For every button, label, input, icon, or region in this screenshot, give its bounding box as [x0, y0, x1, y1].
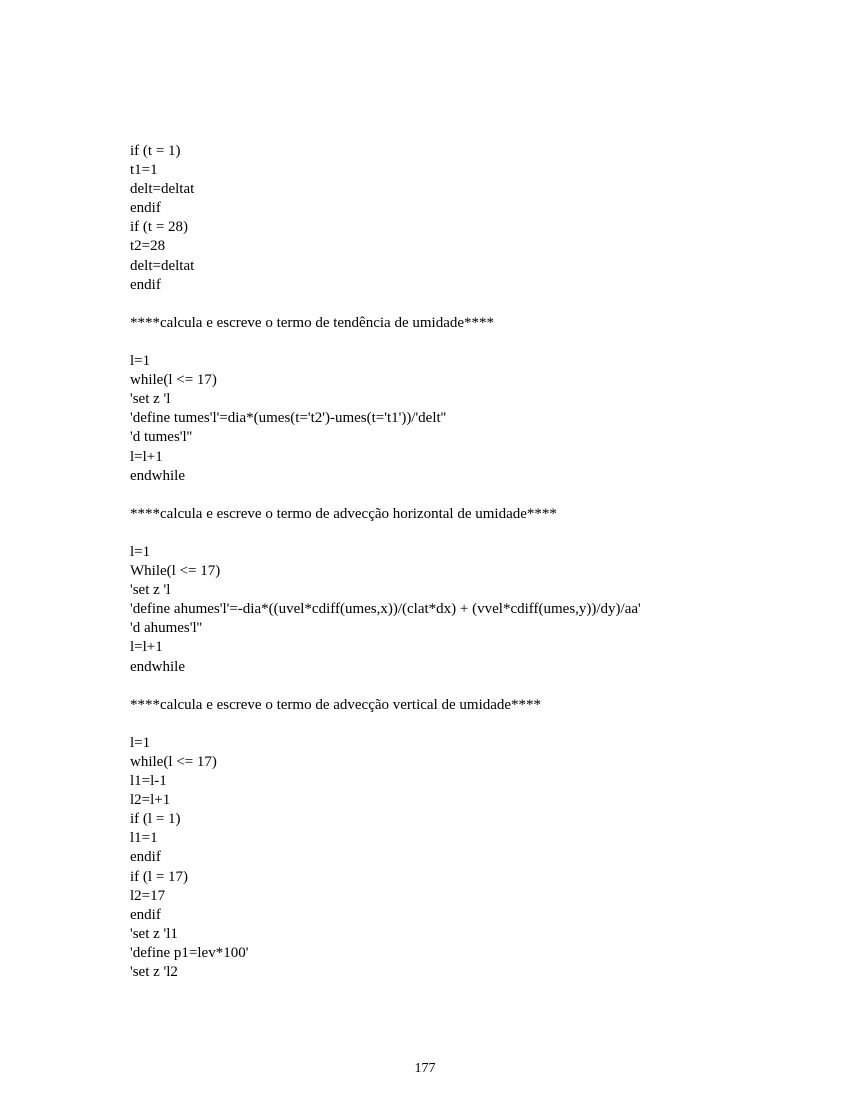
section-heading: ****calcula e escreve o termo de advecção horizontal de umidade****: [130, 505, 557, 522]
code-line: 'define tumes'l'=dia*(umes(t='t2')-umes(t='t1'))/'delt'': [130, 410, 447, 427]
code-line: 'define ahumes'l'=-dia*((uvel*cdiff(umes,x))/(clat*dx) + (vvel*cdiff(umes,y))/dy)/aa': [130, 601, 641, 618]
code-line: l=1: [130, 543, 151, 560]
code-line: [130, 295, 820, 314]
code-line: 'set z 'l2: [130, 964, 178, 981]
code-line: 'd tumes'l'': [130, 429, 193, 446]
code-line: t2=28: [130, 238, 166, 255]
code-line: endwhile: [130, 658, 185, 675]
code-line: if (l = 17): [130, 868, 189, 885]
code-line: endif: [130, 276, 161, 293]
section-heading: ****calcula e escreve o termo de tendência de umidade****: [130, 314, 495, 331]
code-line: [130, 486, 820, 505]
code-listing: [130, 142, 820, 982]
code-line: 'set z 'l: [130, 582, 171, 599]
code-line: if (l = 1): [130, 811, 181, 828]
code-line: t1=1: [130, 162, 158, 179]
code-line: l2=l+1: [130, 792, 171, 809]
code-line: delt=deltat: [130, 181, 195, 198]
code-line: 'set z 'l1: [130, 925, 178, 942]
code-line: [130, 715, 820, 734]
code-line: 'd ahumes'l'': [130, 620, 203, 637]
code-line: endif: [130, 906, 161, 923]
code-line: while(l <= 17): [130, 754, 217, 770]
code-line: l1=1: [130, 830, 158, 847]
section-heading: ****calcula e escreve o termo de advecção vertical de umidade****: [130, 696, 542, 713]
code-line: l=l+1: [130, 448, 163, 465]
code-line: [130, 333, 820, 352]
code-line: while(l <= 17): [130, 372, 217, 389]
code-line: l=1: [130, 353, 151, 370]
code-line: l=l+1: [130, 639, 163, 656]
code-line: 'set z 'l: [130, 391, 171, 408]
code-line: delt=deltat: [130, 257, 195, 274]
code-line: endif: [130, 200, 161, 217]
page-number: 177: [414, 1061, 436, 1076]
code-line: l=1: [130, 734, 151, 751]
code-line: While(l <= 17): [130, 563, 221, 580]
code-line: 'define p1=lev*100': [130, 944, 249, 961]
code-line: if (t = 28): [130, 219, 189, 236]
code-line: endif: [130, 849, 161, 866]
code-line: [130, 677, 820, 696]
code-line: endwhile: [130, 467, 185, 484]
code-line: [130, 524, 820, 543]
code-line: l2=17: [130, 887, 166, 904]
code-line: if (t = 1): [130, 143, 181, 159]
code-line: l1=l-1: [130, 773, 167, 790]
